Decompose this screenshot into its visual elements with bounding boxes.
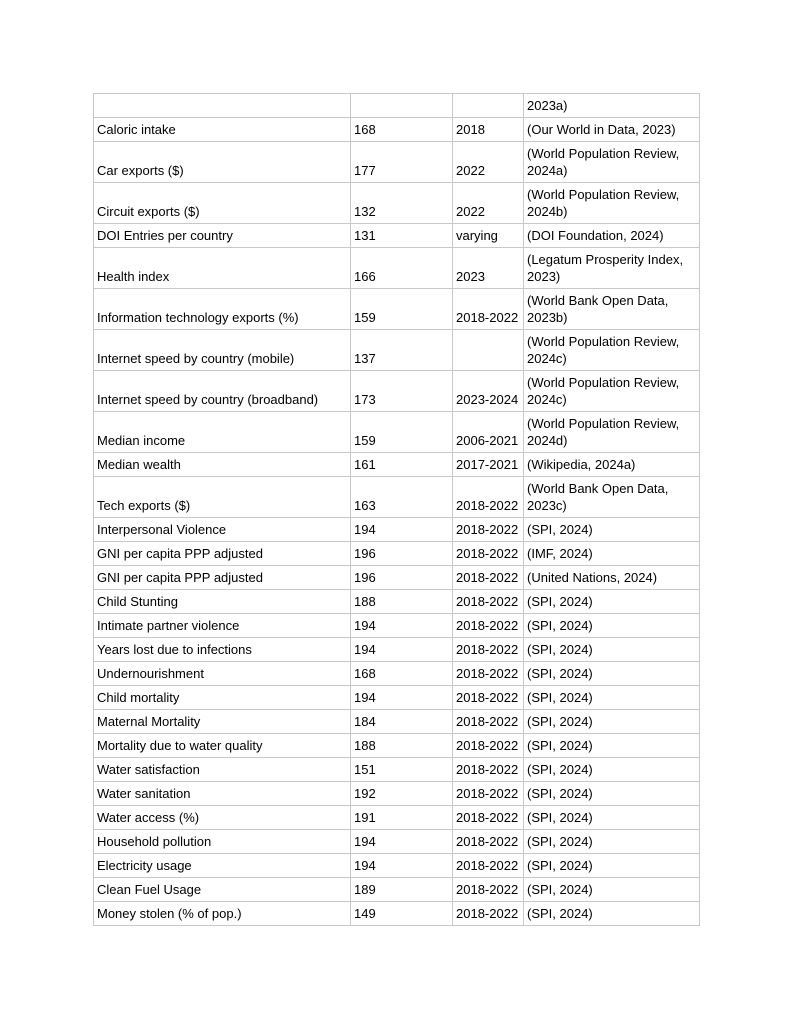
cell-years: 2018-2022 (453, 289, 524, 330)
cell-countries: 194 (351, 686, 453, 710)
cell-years: 2018-2022 (453, 878, 524, 902)
cell-years: 2018-2022 (453, 638, 524, 662)
cell-indicator: Median income (94, 412, 351, 453)
cell-countries: 192 (351, 782, 453, 806)
cell-years: 2018-2022 (453, 662, 524, 686)
cell-countries: 151 (351, 758, 453, 782)
table-row (94, 330, 700, 371)
table-row (94, 614, 700, 638)
cell-indicator: Water access (%) (94, 806, 351, 830)
cell-countries: 177 (351, 142, 453, 183)
cell-indicator: Water sanitation (94, 782, 351, 806)
cell-countries: 161 (351, 453, 453, 477)
cell-countries (351, 94, 453, 118)
cell-source: (SPI, 2024) (524, 806, 700, 830)
cell-indicator: Interpersonal Violence (94, 518, 351, 542)
cell-years: 2023 (453, 248, 524, 289)
cell-source: (SPI, 2024) (524, 830, 700, 854)
table-row (94, 638, 700, 662)
cell-years: 2018-2022 (453, 806, 524, 830)
cell-indicator: Mortality due to water quality (94, 734, 351, 758)
table-row (94, 371, 700, 412)
cell-countries: 194 (351, 854, 453, 878)
cell-years: 2018-2022 (453, 590, 524, 614)
cell-indicator: Money stolen (% of pop.) (94, 902, 351, 926)
cell-indicator: Caloric intake (94, 118, 351, 142)
cell-years: 2018-2022 (453, 686, 524, 710)
cell-years: 2022 (453, 183, 524, 224)
cell-indicator: DOI Entries per country (94, 224, 351, 248)
cell-countries: 149 (351, 902, 453, 926)
cell-source: (World Population Review, 2024b) (524, 183, 700, 224)
cell-source: (Legatum Prosperity Index, 2023) (524, 248, 700, 289)
cell-years: 2006-2021 (453, 412, 524, 453)
cell-indicator: Maternal Mortality (94, 710, 351, 734)
cell-years: 2018-2022 (453, 782, 524, 806)
cell-source: (SPI, 2024) (524, 854, 700, 878)
data-sources-table (93, 93, 700, 926)
cell-indicator: GNI per capita PPP adjusted (94, 566, 351, 590)
table-row (94, 412, 700, 453)
cell-countries: 194 (351, 638, 453, 662)
table-row (94, 542, 700, 566)
cell-source: (SPI, 2024) (524, 710, 700, 734)
cell-indicator: Internet speed by country (mobile) (94, 330, 351, 371)
cell-countries: 166 (351, 248, 453, 289)
table-row (94, 142, 700, 183)
cell-indicator: Undernourishment (94, 662, 351, 686)
cell-source: (SPI, 2024) (524, 518, 700, 542)
cell-indicator: Child Stunting (94, 590, 351, 614)
cell-source: (World Population Review, 2024a) (524, 142, 700, 183)
cell-years: 2018-2022 (453, 734, 524, 758)
table-row (94, 662, 700, 686)
cell-countries: 137 (351, 330, 453, 371)
cell-years: 2018 (453, 118, 524, 142)
cell-countries: 194 (351, 830, 453, 854)
cell-countries: 188 (351, 590, 453, 614)
table-row (94, 518, 700, 542)
cell-source: (SPI, 2024) (524, 590, 700, 614)
table-row (94, 686, 700, 710)
cell-source: (World Population Review, 2024c) (524, 330, 700, 371)
cell-countries: 191 (351, 806, 453, 830)
cell-source: (Wikipedia, 2024a) (524, 453, 700, 477)
cell-source: (SPI, 2024) (524, 878, 700, 902)
cell-source: (SPI, 2024) (524, 686, 700, 710)
cell-countries: 196 (351, 566, 453, 590)
cell-years: 2022 (453, 142, 524, 183)
table-row (94, 477, 700, 518)
cell-years: 2018-2022 (453, 902, 524, 926)
cell-years (453, 330, 524, 371)
cell-indicator (94, 94, 351, 118)
cell-countries: 194 (351, 614, 453, 638)
table-row (94, 453, 700, 477)
cell-countries: 163 (351, 477, 453, 518)
cell-source: 2023a) (524, 94, 700, 118)
cell-indicator: GNI per capita PPP adjusted (94, 542, 351, 566)
cell-years: 2018-2022 (453, 710, 524, 734)
cell-indicator: Years lost due to infections (94, 638, 351, 662)
table-row (94, 183, 700, 224)
cell-indicator: Electricity usage (94, 854, 351, 878)
cell-source: (SPI, 2024) (524, 734, 700, 758)
table-row (94, 830, 700, 854)
cell-years: 2018-2022 (453, 830, 524, 854)
cell-indicator: Health index (94, 248, 351, 289)
cell-source: (SPI, 2024) (524, 662, 700, 686)
cell-countries: 194 (351, 518, 453, 542)
cell-countries: 159 (351, 412, 453, 453)
cell-countries: 173 (351, 371, 453, 412)
cell-countries: 188 (351, 734, 453, 758)
table-row (94, 94, 700, 118)
cell-indicator: Car exports ($) (94, 142, 351, 183)
cell-source: (World Bank Open Data, 2023b) (524, 289, 700, 330)
cell-years: 2018-2022 (453, 614, 524, 638)
table-row (94, 782, 700, 806)
cell-countries: 131 (351, 224, 453, 248)
table-row (94, 248, 700, 289)
cell-source: (World Population Review, 2024d) (524, 412, 700, 453)
table-row (94, 854, 700, 878)
table-row (94, 878, 700, 902)
table-row (94, 806, 700, 830)
cell-source: (World Population Review, 2024c) (524, 371, 700, 412)
cell-years: 2018-2022 (453, 566, 524, 590)
cell-countries: 159 (351, 289, 453, 330)
cell-years: 2017-2021 (453, 453, 524, 477)
cell-indicator: Household pollution (94, 830, 351, 854)
table-row (94, 734, 700, 758)
cell-years: 2018-2022 (453, 477, 524, 518)
cell-years: 2018-2022 (453, 854, 524, 878)
table-row (94, 902, 700, 926)
cell-indicator: Clean Fuel Usage (94, 878, 351, 902)
cell-countries: 196 (351, 542, 453, 566)
cell-years: 2018-2022 (453, 518, 524, 542)
cell-source: (SPI, 2024) (524, 614, 700, 638)
cell-countries: 189 (351, 878, 453, 902)
table-row (94, 758, 700, 782)
cell-source: (IMF, 2024) (524, 542, 700, 566)
cell-countries: 168 (351, 662, 453, 686)
table-row (94, 590, 700, 614)
cell-years (453, 94, 524, 118)
cell-indicator: Water satisfaction (94, 758, 351, 782)
table-row (94, 289, 700, 330)
cell-years: varying (453, 224, 524, 248)
cell-indicator: Tech exports ($) (94, 477, 351, 518)
cell-indicator: Child mortality (94, 686, 351, 710)
cell-indicator: Internet speed by country (broadband) (94, 371, 351, 412)
cell-source: (DOI Foundation, 2024) (524, 224, 700, 248)
cell-indicator: Intimate partner violence (94, 614, 351, 638)
table-row (94, 118, 700, 142)
cell-source: (World Bank Open Data, 2023c) (524, 477, 700, 518)
cell-countries: 168 (351, 118, 453, 142)
cell-countries: 132 (351, 183, 453, 224)
table-row (94, 224, 700, 248)
cell-years: 2018-2022 (453, 542, 524, 566)
cell-source: (SPI, 2024) (524, 902, 700, 926)
cell-indicator: Information technology exports (%) (94, 289, 351, 330)
cell-indicator: Circuit exports ($) (94, 183, 351, 224)
table-row (94, 566, 700, 590)
cell-indicator: Median wealth (94, 453, 351, 477)
cell-source: (SPI, 2024) (524, 758, 700, 782)
cell-source: (Our World in Data, 2023) (524, 118, 700, 142)
cell-source: (SPI, 2024) (524, 638, 700, 662)
cell-source: (SPI, 2024) (524, 782, 700, 806)
cell-countries: 184 (351, 710, 453, 734)
cell-source: (United Nations, 2024) (524, 566, 700, 590)
table-row (94, 710, 700, 734)
cell-years: 2018-2022 (453, 758, 524, 782)
cell-years: 2023-2024 (453, 371, 524, 412)
